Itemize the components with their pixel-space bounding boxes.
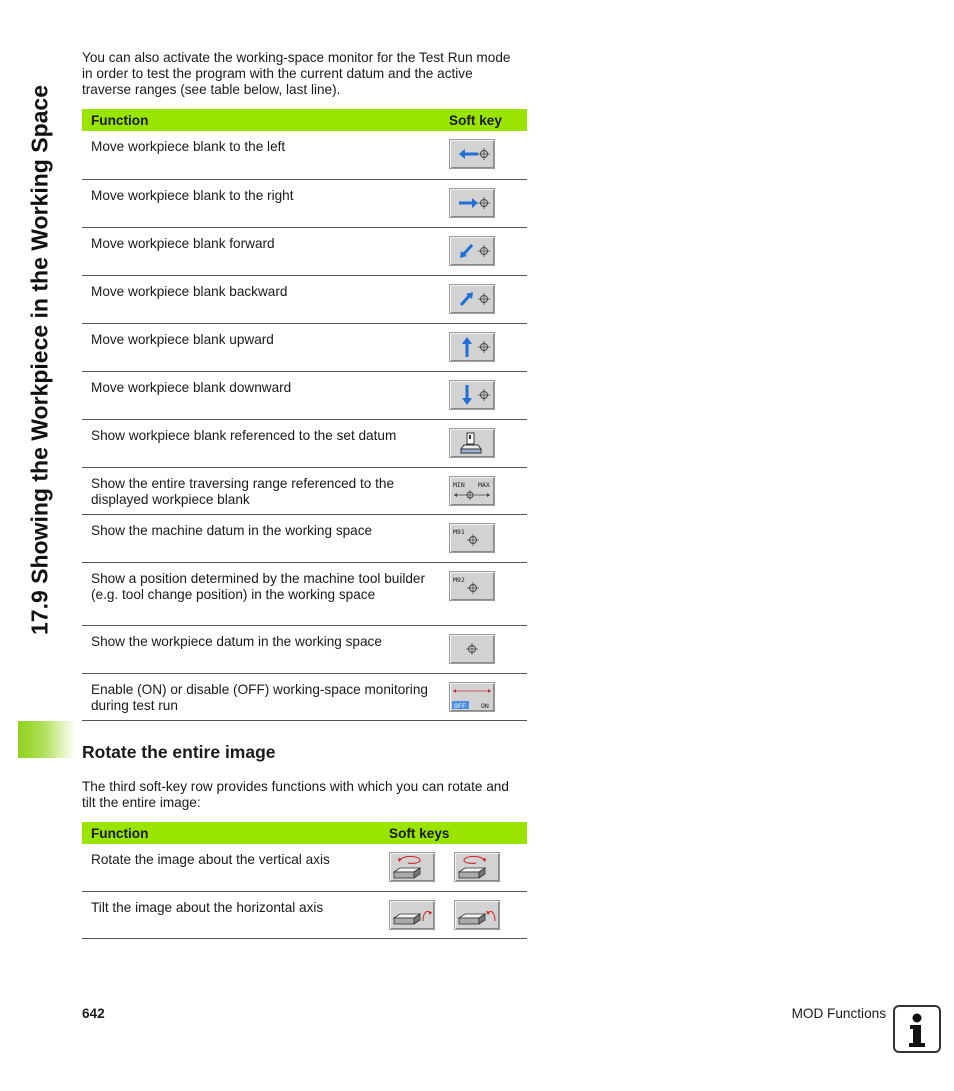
- function-cell: Show the machine datum in the working space: [82, 514, 440, 562]
- col-header-function: Function: [82, 822, 380, 844]
- softkey-m92-label: M92: [453, 575, 465, 584]
- table-row: [82, 562, 527, 625]
- function-cell: Move workpiece blank to the right: [82, 179, 440, 227]
- table-header-row: [82, 822, 527, 844]
- table-row: [82, 514, 527, 562]
- softkey-cell: [454, 891, 528, 938]
- softkey-on-label: ON: [481, 701, 489, 710]
- arrow-backward-icon[interactable]: [449, 284, 495, 314]
- rotate-intro-paragraph: The third soft-key row provides functions with which you can rotate and tilt the entire image:: [82, 779, 509, 810]
- softkey-cell: [440, 371, 527, 419]
- col-header-function: Function: [82, 109, 440, 131]
- arrow-left-icon[interactable]: [449, 139, 495, 169]
- table-row: [82, 371, 527, 419]
- softkey-table-move: [82, 109, 527, 721]
- table-row: [82, 891, 527, 938]
- section-tab-marker: [18, 721, 76, 758]
- softkey-cell: [380, 844, 454, 891]
- col-header-softkey: Soft key: [440, 109, 527, 131]
- table-row: [82, 844, 527, 891]
- function-cell: Enable (ON) or disable (OFF) working-space monitoring during test run: [82, 673, 440, 720]
- softkey-cell: [440, 625, 527, 673]
- softkey-cell: [440, 275, 527, 323]
- rotate-left-icon[interactable]: [389, 852, 435, 882]
- arrow-down-icon[interactable]: [449, 380, 495, 410]
- tilt-back-icon[interactable]: [389, 900, 435, 930]
- function-cell: Show a position determined by the machine tool builder (e.g. tool change position) in the working space: [82, 562, 440, 625]
- m92-position-icon[interactable]: [449, 571, 495, 601]
- rotate-right-icon[interactable]: [454, 852, 500, 882]
- softkey-cell: [440, 179, 527, 227]
- softkey-cell: [440, 323, 527, 371]
- function-cell: Show workpiece blank referenced to the set datum: [82, 419, 440, 467]
- function-cell: Tilt the image about the horizontal axis: [82, 891, 380, 938]
- table-row: [82, 131, 527, 179]
- tilt-forward-icon[interactable]: [454, 900, 500, 930]
- intro-paragraph: You can also activate the working-space monitor for the Test Run mode in order to test the program with the current datum and the active traverse ranges (see table below, last line).: [82, 50, 511, 97]
- function-cell: Move workpiece blank forward: [82, 227, 440, 275]
- function-cell: Move workpiece blank upward: [82, 323, 440, 371]
- softkey-table-rotate: [82, 822, 527, 939]
- function-cell: Move workpiece blank backward: [82, 275, 440, 323]
- workpiece-datum-icon[interactable]: [449, 634, 495, 664]
- table-header-row: [82, 109, 527, 131]
- softkey-m91-label: M91: [453, 527, 465, 536]
- function-cell: Rotate the image about the vertical axis: [82, 844, 380, 891]
- blank-datum-icon[interactable]: [449, 428, 495, 458]
- page-number: 642: [82, 1006, 105, 1021]
- softkey-cell: [454, 844, 528, 891]
- info-icon: [893, 1005, 941, 1053]
- softkey-cell: [440, 673, 527, 720]
- function-cell: Show the entire traversing range referenced to the displayed workpiece blank: [82, 467, 440, 514]
- chapter-title: MOD Functions: [791, 1006, 886, 1021]
- softkey-cell: [440, 419, 527, 467]
- table-row: [82, 673, 527, 720]
- off-on-toggle-icon[interactable]: [449, 682, 495, 712]
- arrow-up-icon[interactable]: [449, 332, 495, 362]
- table-row: [82, 419, 527, 467]
- table-row: [82, 275, 527, 323]
- function-cell: Move workpiece blank to the left: [82, 131, 440, 179]
- min-max-range-icon[interactable]: [449, 476, 495, 506]
- arrow-right-icon[interactable]: [449, 188, 495, 218]
- softkey-cell: [440, 514, 527, 562]
- softkey-cell: [440, 227, 527, 275]
- table-row: [82, 323, 527, 371]
- softkey-max-label: MAX: [478, 480, 490, 489]
- softkey-cell: [380, 891, 454, 938]
- function-cell: Show the workpiece datum in the working space: [82, 625, 440, 673]
- softkey-min-label: MIN: [453, 480, 465, 489]
- table-row: [82, 227, 527, 275]
- rotate-heading: Rotate the entire image: [82, 742, 276, 762]
- arrow-forward-icon[interactable]: [449, 236, 495, 266]
- table-row: [82, 467, 527, 514]
- col-header-softkeys: Soft keys: [380, 822, 527, 844]
- softkey-cell: [440, 562, 527, 625]
- softkey-cell: [440, 131, 527, 179]
- function-cell: Move workpiece blank downward: [82, 371, 440, 419]
- table-row: [82, 625, 527, 673]
- softkey-off-label: OFF: [454, 701, 466, 710]
- softkey-cell: [440, 467, 527, 514]
- m91-datum-icon[interactable]: [449, 523, 495, 553]
- vertical-section-title: 17.9 Showing the Workpiece in the Working Space: [26, 85, 53, 635]
- table-row: [82, 179, 527, 227]
